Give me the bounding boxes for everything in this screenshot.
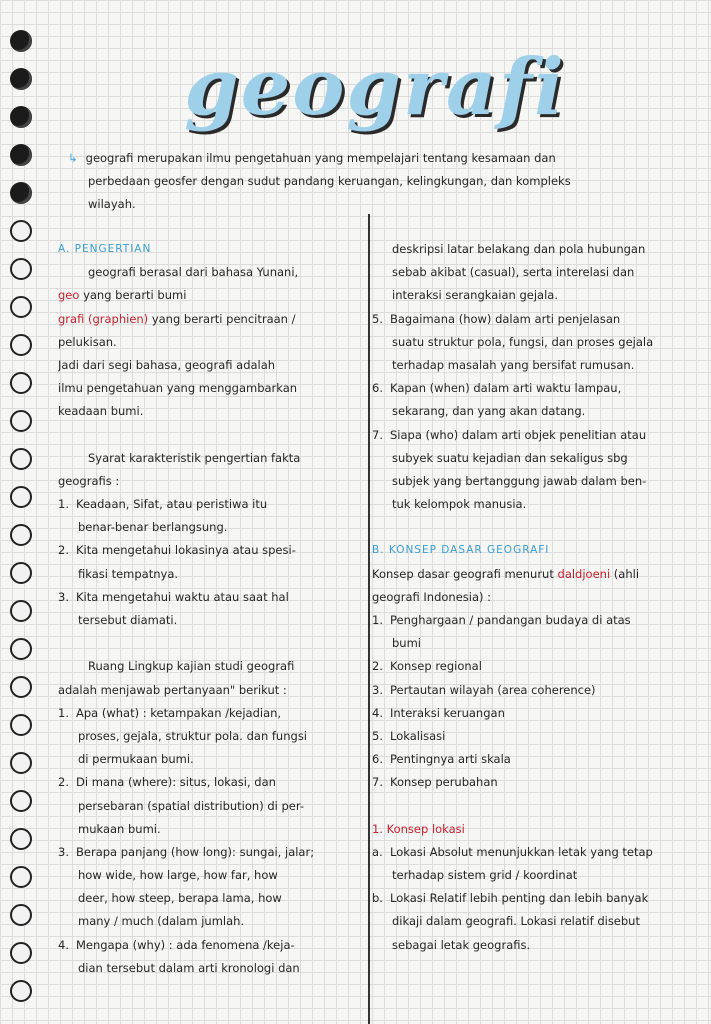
list-item: 6. Pentingnya arti skala [372, 752, 511, 767]
binder-hole [10, 942, 32, 964]
list-item: 4. Mengapa (why) : ada fenomena /keja- [58, 937, 295, 952]
list-item: 1. Penghargaan / pandangan budaya di atas [372, 613, 631, 627]
binder-hole [10, 296, 32, 318]
binder-hole [10, 638, 32, 660]
section-heading-pengertian: A. PENGERTIAN [58, 243, 152, 255]
arrow-icon: ↳ [68, 151, 78, 165]
list-item-cont: sebagai letak geografis. [392, 937, 531, 952]
binder-hole [10, 828, 32, 850]
text-line: geografis : [58, 473, 120, 488]
list-item-cont: mukaan bumi. [78, 821, 161, 836]
binder-hole [10, 334, 32, 356]
text-line: geografi berasal dari bahasa Yunani, [88, 265, 299, 280]
list-item-cont: dian tersebut dalam arti kronologi dan [78, 960, 300, 975]
author-name: daldjoeni [557, 566, 611, 581]
list-item-cont: suatu struktur pola, fungsi, dan proses gejala [392, 334, 654, 349]
binder-hole [10, 144, 32, 166]
list-item: 5. Bagaimana (how) dalam arti penjelasan [372, 311, 621, 326]
list-item-cont: fikasi tempatnya. [78, 566, 179, 581]
text-line [58, 308, 358, 331]
list-item-cont: di permukaan bumi. [78, 752, 194, 767]
list-item: 3. Pertautan wilayah (area coherence) [372, 682, 596, 697]
list-item-cont: persebaran (spatial distribution) di per- [78, 798, 305, 813]
list-item-cont: subyek suatu kejadian dan sekaligus sbg [392, 450, 628, 465]
list-item: 1. Apa (what) : ketampakan /kejadian, [58, 705, 282, 720]
page-title: geografi [184, 42, 566, 133]
binder-hole [10, 600, 32, 622]
text-line: geografi Indonesia) : [372, 589, 492, 604]
list-item-cont: sekarang, dan yang akan datang. [392, 404, 586, 419]
binder-hole [10, 714, 32, 736]
intro-line: perbedaan geosfer dengan sudut pandang keruangan, kelingkungan, dan kompleks [88, 174, 571, 189]
list-item: 2. Konsep regional [372, 659, 482, 674]
text-line: interaksi serangkaian gejala. [392, 288, 558, 303]
list-item: a. Lokasi Absolut menunjukkan letak yang tetap [372, 844, 653, 859]
binder-hole [10, 486, 32, 508]
text-line: Jadi dari segi bahasa, geografi adalah [58, 357, 276, 372]
binder-hole [10, 790, 32, 812]
list-item-cont: deer, how steep, berapa lama, how [78, 891, 282, 906]
binder-hole [10, 106, 32, 128]
list-item: 5. Lokalisasi [372, 728, 446, 743]
binder-hole [10, 372, 32, 394]
list-item-cont: proses, gejala, struktur pola. dan fungsi [78, 728, 308, 743]
text-line: deskripsi latar belakang dan pola hubungan [392, 242, 646, 256]
binder-hole [10, 752, 32, 774]
text-line [58, 284, 358, 307]
binder-hole [10, 258, 32, 280]
list-item-cont: terhadap masalah yang bersifat rumusan. [392, 357, 635, 372]
list-item: 7. Siapa (who) dalam arti objek penelitian atau [372, 427, 647, 442]
section-heading-konsep: B. KONSEP DASAR GEOGRAFI [372, 544, 550, 557]
list-item-cont: dikaji dalam geografi. Lokasi relatif disebut [392, 914, 640, 929]
binder-hole [10, 68, 32, 90]
binder-hole [10, 524, 32, 546]
list-item-cont: many / much (dalam jumlah. [78, 914, 245, 929]
list-item-cont: terhadap sistem grid / koordinat [392, 868, 578, 883]
binder-hole [10, 182, 32, 204]
binder-hole [10, 676, 32, 698]
list-item-cont: tuk kelompok manusia. [392, 497, 527, 512]
right-column [372, 238, 704, 957]
list-item: 6. Kapan (when) dalam arti waktu lampau, [372, 381, 622, 396]
binder-holes [0, 0, 44, 1024]
text-line: Konsep dasar geografi menurut daldjoeni (ahli [372, 566, 640, 581]
list-item: 4. Interaksi keruangan [372, 705, 505, 720]
binder-hole [10, 980, 32, 1002]
text-line: keadaan bumi. [58, 404, 144, 419]
text-line: ilmu pengetahuan yang menggambarkan [58, 381, 298, 396]
term-geo-meaning: yang berarti bumi [79, 288, 187, 303]
list-item: 3. Kita mengetahui waktu atau saat hal [58, 589, 289, 604]
text-line: adalah menjawab pertanyaan" berikut : [58, 682, 287, 697]
text-line: Syarat karakteristik pengertian fakta [88, 450, 301, 465]
list-item: 2. Kita mengetahui lokasinya atau spesi- [58, 543, 296, 558]
list-item-cont: subjek yang bertanggung jawab dalam ben- [392, 473, 647, 488]
binder-hole [10, 904, 32, 926]
binder-hole [10, 410, 32, 432]
list-item-cont: tersebut diamati. [78, 613, 178, 627]
binder-hole [10, 220, 32, 242]
binder-hole [10, 562, 32, 584]
list-item-cont: benar-benar berlangsung. [78, 520, 228, 535]
term-grafi: grafi (graphien) [58, 311, 149, 326]
list-item-cont: bumi [392, 636, 421, 651]
binder-hole [10, 448, 32, 470]
intro-line: geografi merupakan ilmu pengetahuan yang mempelajari tentang kesamaan dan [85, 151, 556, 165]
text-line: Ruang Lingkup kajian studi geografi [88, 659, 295, 674]
binder-hole [10, 30, 32, 52]
list-item: 7. Konsep perubahan [372, 775, 498, 790]
term-grafi-meaning: yang berarti pencitraan / [148, 311, 296, 326]
list-item-cont: how wide, how large, how far, how [78, 868, 278, 883]
list-item: 2. Di mana (where): situs, lokasi, dan [58, 775, 276, 790]
column-divider [368, 214, 370, 1024]
text-line: pelukisan. [58, 334, 117, 349]
text-line: sebab akibat (casual), serta interelasi dan [392, 265, 635, 280]
intro-paragraph [68, 146, 688, 216]
binder-hole [10, 866, 32, 888]
term-geo: geo [58, 288, 80, 303]
left-column [58, 238, 358, 980]
list-item: b. Lokasi Relatif lebih penting dan lebih banyak [372, 891, 649, 906]
list-item: 3. Berapa panjang (how long): sungai, jalar; [58, 844, 315, 859]
list-item: 1. Keadaan, Sifat, atau peristiwa itu [58, 497, 268, 512]
sub-heading-konsep-lokasi: 1. Konsep lokasi [372, 821, 465, 836]
intro-line: wilayah. [88, 197, 136, 212]
